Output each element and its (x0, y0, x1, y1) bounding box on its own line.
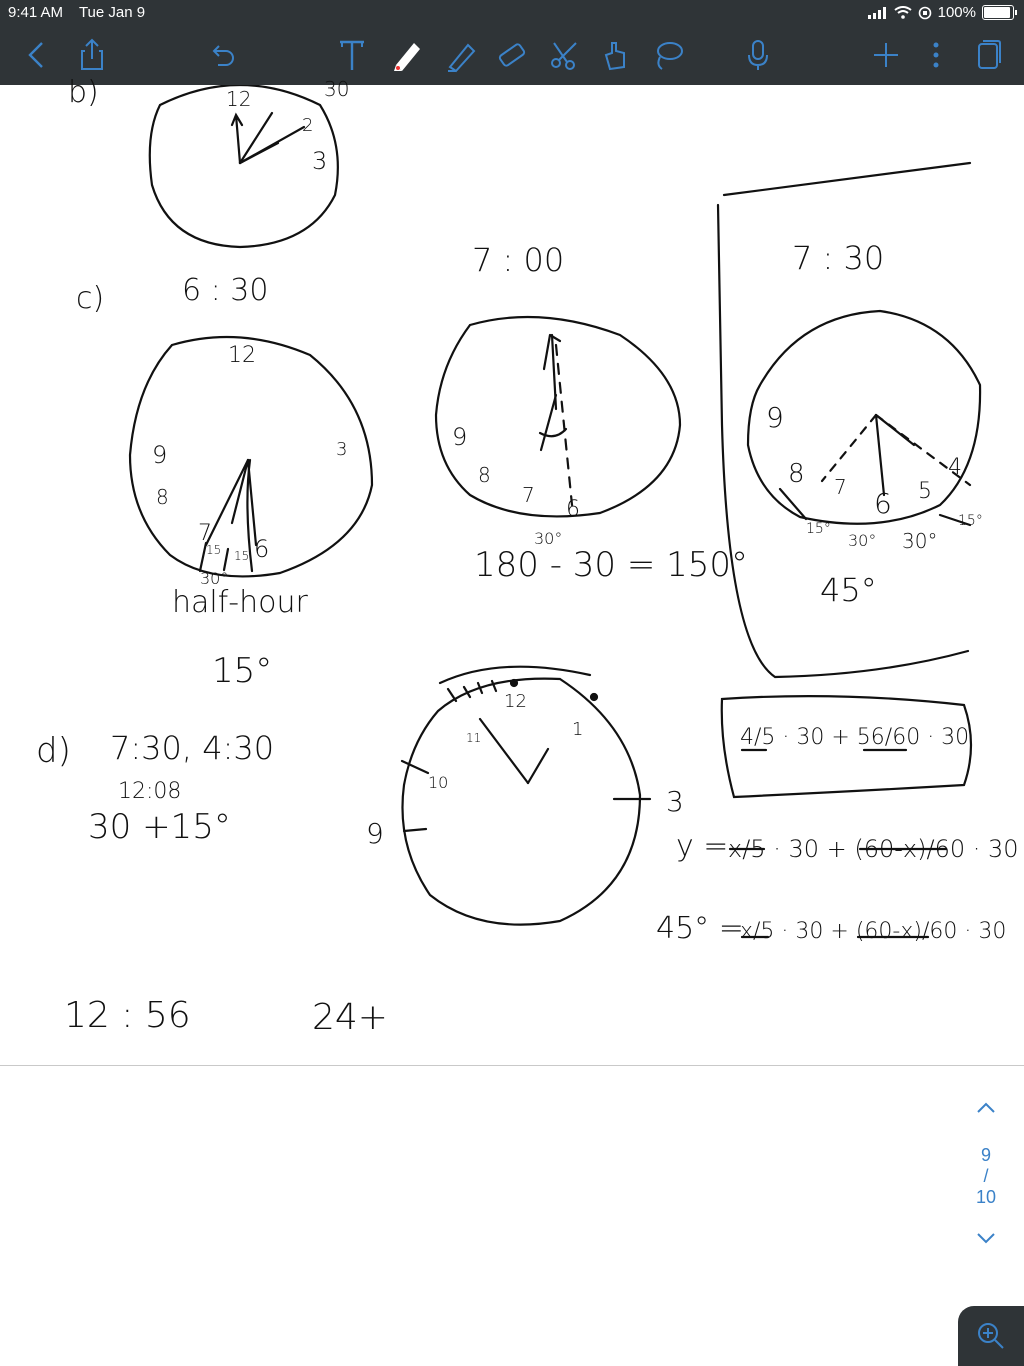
eq2-right: x/5 · 30 + (60-x)/60 · 30 (728, 835, 1019, 863)
pages-icon (970, 37, 1006, 73)
c1-answer: 15° (212, 651, 273, 691)
d-num-12: 12 (504, 691, 527, 712)
zoom-in-icon (976, 1321, 1006, 1351)
b-label: b) (68, 75, 99, 110)
status-left (8, 4, 157, 21)
scissors-button[interactable] (542, 33, 586, 77)
microphone-button[interactable] (736, 33, 780, 77)
b-num-2: 2 (302, 115, 314, 136)
highlighter-button[interactable] (438, 33, 482, 77)
text-tool-button[interactable] (330, 33, 374, 77)
c2-num-9: 9 (452, 423, 468, 451)
c2-equation: 180 - 30 = 150° (474, 545, 749, 585)
c3-num-6: 6 (874, 487, 892, 520)
page-separator: / (983, 1166, 989, 1186)
battery-icon (982, 5, 1014, 20)
c1-small-30: 30° (200, 569, 229, 588)
d-num-9: 9 (366, 817, 384, 850)
d-num-10: 10 (428, 773, 449, 792)
c-label: c) (76, 281, 105, 316)
top-toolbar (0, 0, 1024, 85)
status-right (868, 4, 1014, 21)
c1-num-3: 3 (336, 439, 348, 460)
current-page: 9 (980, 1145, 991, 1165)
b-num-12: 12 (226, 87, 252, 111)
c3-small-15b: 15° (958, 513, 983, 529)
battery-percent: 100% (937, 4, 976, 21)
d-num-3: 3 (666, 785, 684, 818)
c3-num-5: 5 (918, 479, 932, 504)
pen-icon (388, 37, 424, 73)
c1-small-15b: 15 (234, 549, 250, 563)
share-button[interactable] (70, 33, 114, 77)
d-line1: 7:30, 4:30 (110, 729, 275, 767)
c3-small-15a: 15° (806, 521, 831, 537)
back-button[interactable] (14, 33, 58, 77)
pointer-button[interactable] (594, 33, 638, 77)
eq3-right: x/5 · 30 + (60-x)/60 · 30 (740, 919, 1007, 944)
eq1: 4/5 · 30 + 56/60 · 30 (740, 725, 970, 750)
page-navigator (966, 1098, 1006, 1251)
c1-num-6: 6 (254, 535, 270, 563)
c3-num-9: 9 (766, 401, 784, 434)
lasso-button[interactable] (646, 33, 690, 77)
add-icon (868, 37, 904, 73)
wifi-icon (894, 6, 912, 19)
signal-icon (868, 7, 888, 19)
add-button[interactable] (864, 33, 908, 77)
rotation-lock-icon (918, 6, 932, 20)
status-time: 9:41 AM (8, 4, 64, 21)
c1-num-12: 12 (228, 343, 256, 368)
c3-num-7: 7 (834, 475, 847, 499)
d-num-1: 1 (572, 719, 584, 740)
c1-num-9: 9 (152, 441, 168, 469)
pages-button[interactable] (966, 33, 1010, 77)
scissors-icon (546, 37, 582, 73)
zoom-button[interactable] (958, 1306, 1024, 1366)
eraser-icon (494, 37, 530, 73)
page-up-icon[interactable] (975, 1100, 997, 1114)
total-pages: 10 (975, 1187, 997, 1207)
c1-num-7: 7 (198, 521, 212, 546)
undo-button[interactable] (200, 33, 244, 77)
c2-time: 7 : 00 (472, 241, 565, 279)
c2-num-7: 7 (522, 483, 535, 507)
c2-num-8: 8 (478, 463, 491, 487)
status-date: Tue Jan 9 (78, 4, 146, 21)
undo-icon (204, 37, 240, 73)
note-page[interactable] (0, 75, 1024, 1066)
b-top-fragment: 30 (324, 77, 350, 101)
d-clock-face (402, 679, 640, 925)
eraser-button[interactable] (490, 33, 534, 77)
c1-num-8: 8 (156, 485, 169, 509)
back-icon (18, 37, 54, 73)
c2-clock-face (436, 317, 680, 516)
text-tool-icon (334, 37, 370, 73)
page-down-icon[interactable] (975, 1232, 997, 1246)
canvas-background (0, 1066, 1024, 1366)
pointer-icon (598, 37, 634, 73)
c3-small-30a: 30° (848, 531, 877, 550)
c1-caption: half-hour (172, 585, 308, 620)
more-button[interactable] (914, 33, 958, 77)
c3-answer: 45° (820, 571, 877, 609)
bottom-mid: 24+ (312, 997, 388, 1038)
battery-fill (984, 7, 1010, 18)
more-icon (918, 37, 954, 73)
c1-small-15a: 15 (206, 543, 222, 557)
d-line3: 30 +15° (88, 807, 231, 847)
d-line2: 12:08 (118, 779, 182, 804)
c3-small-30b: 30° (902, 529, 938, 553)
bottom-left-time: 12 : 56 (64, 995, 191, 1036)
c3-num-8: 8 (788, 459, 805, 489)
c2-degree: 30° (534, 529, 563, 548)
pen-tool-button[interactable] (384, 33, 428, 77)
b-num-3: 3 (312, 147, 328, 175)
c2-num-6: 6 (566, 497, 580, 522)
d-num-11: 11 (466, 731, 482, 745)
share-icon (74, 37, 110, 73)
highlighter-icon (442, 37, 478, 73)
c1-time: 6 : 30 (182, 273, 269, 308)
eq2-left: y = (676, 829, 729, 864)
c3-time: 7 : 30 (792, 239, 885, 277)
status-bar (0, 0, 1024, 26)
microphone-icon (740, 37, 776, 73)
d-label: d) (36, 731, 71, 771)
eq3-left: 45° = (656, 911, 744, 946)
lasso-icon (650, 37, 686, 73)
c3-num-4: 4 (948, 455, 962, 480)
